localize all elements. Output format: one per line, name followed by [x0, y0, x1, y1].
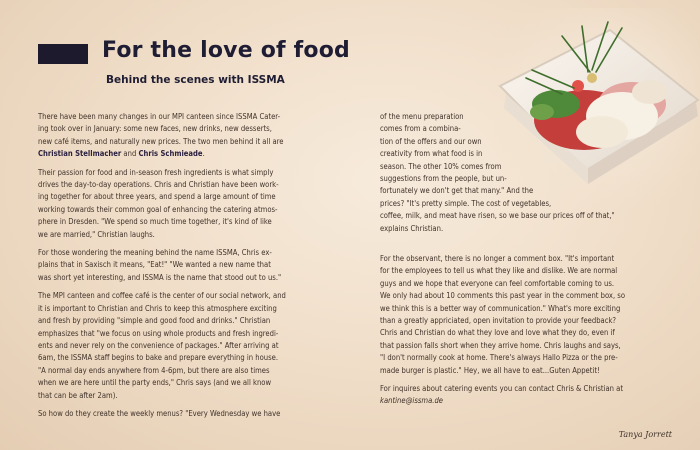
- text-line: ing together for about three years, and spend a large amount of time: [38, 192, 276, 202]
- text-line: that can be after 2am).: [38, 390, 118, 400]
- text-line: tion of the offers and our own: [380, 136, 482, 146]
- text-line: coffee, milk, and meat have risen, so we base our prices off of that,": [380, 211, 615, 221]
- text-line: suggestions from the people, but un-: [380, 174, 507, 184]
- paragraph: [38, 247, 360, 284]
- text-line: prices? "It's pretty simple. The cost of vegetables,: [380, 198, 552, 208]
- text-line: that passion falls short when they arrive home. Chris laughs and says,: [380, 340, 621, 350]
- text-line: Their passion for food and in-season fresh ingredients is what simply: [38, 167, 274, 177]
- text-line: working towards their common goal of enhancing the catering atmos-: [38, 204, 278, 214]
- text-line: it is important to Christian and Chris to keep this atmosphere exciting: [38, 303, 277, 313]
- title-accent-bar: [38, 44, 88, 64]
- text-line: comes from a combina-: [380, 124, 461, 134]
- paragraph: [38, 111, 360, 161]
- contact-email: kantine@issma.de: [380, 396, 443, 406]
- text-line: of the menu preparation: [380, 112, 464, 121]
- text-line: for the employees to tell us what they like and dislike. We are normal: [380, 266, 618, 276]
- right-column-bottom: [380, 253, 682, 408]
- paragraph: [38, 167, 360, 241]
- text-line: So how do they create the weekly menus? "Every Wednesday we have: [38, 408, 281, 418]
- text-line: ents and never rely on the convenience of packages." After arriving at: [38, 340, 279, 350]
- text-line: For inquires about catering events you can contact Chris & Christian at: [380, 384, 624, 394]
- text-line: emphasizes that "we focus on using whole products and fresh ingredi-: [38, 328, 279, 338]
- text-line: phere in Dresden. "We spend so much time together, it's kind of like: [38, 217, 272, 227]
- text-line: made burger is plastic." Hey, we all have to eat...Guten Appetit!: [380, 365, 600, 375]
- text-line: than a greatly appriciated, open invitation to provide your feedback?: [380, 316, 617, 326]
- paragraph: [380, 253, 682, 377]
- text-line: 6am, the ISSMA staff begins to bake and prepare everything in house.: [38, 353, 279, 363]
- text-line: explains Christian.: [380, 223, 444, 233]
- article-subtitle: Behind the scenes with ISSMA: [106, 74, 285, 86]
- text-line: and fresh by providing "simple and good food and drinks." Christian: [38, 316, 271, 326]
- text-line: season. The other 10% comes from: [380, 161, 502, 171]
- text-line: "A normal day ends anywhere from 4-6pm, but there are also times: [38, 365, 270, 375]
- text-line: plains that in Saxisch it means, "Eat!" "We wanted a new name that: [38, 260, 271, 270]
- text-line: ing took over in January: some new faces, new drinks, new desserts,: [38, 124, 272, 134]
- text-line: Chris and Christian do what they love and love what they do, even if: [380, 328, 615, 338]
- person-name: Christian Stellmacher: [38, 149, 122, 159]
- paragraph: [380, 383, 682, 408]
- text-line: we are married," Christian laughs.: [38, 229, 155, 239]
- text-line: creativity from what food is in: [380, 149, 483, 159]
- text-line: For those wondering the meaning behind the name ISSMA, Chris ex-: [38, 248, 272, 258]
- text-line: drives the day-to-day operations. Chris and Christian have been work-: [38, 180, 279, 190]
- text-line: when we are here until the party ends," Chris says (and we all know: [38, 378, 272, 388]
- text-line: fortunately we don't get that many." And the: [380, 186, 534, 196]
- text-line: we think this is a better way of communication." What's more exciting: [380, 303, 621, 313]
- text-line: The MPI canteen and coffee café is the center of our social network, and: [38, 291, 286, 301]
- paragraph: [38, 408, 360, 420]
- text-line: There have been many changes in our MPI canteen since ISSMA Cater-: [38, 112, 281, 121]
- text-line: new café items, and naturally new prices. The two men behind it all are: [38, 136, 284, 146]
- text-line: For the observant, there is no longer a comment box. "It's important: [380, 254, 615, 263]
- text-line: We only had about 10 comments this past year in the comment box, so: [380, 291, 626, 301]
- paragraph: [38, 290, 360, 402]
- left-column: [38, 111, 360, 420]
- text-line: [38, 148, 360, 160]
- text-line: guys and we hope that everyone can feel comfortable coming to us.: [380, 278, 615, 288]
- text-line: "I don't normally cook at home. There's always Hallo Pizza or the pre-: [380, 353, 618, 363]
- right-column-top: [380, 111, 680, 235]
- text-line: was short yet interesting, and ISSMA is the name that stood out to us.": [38, 272, 282, 282]
- author-signature: Tanya Jorrett: [618, 430, 672, 439]
- conjunction-text: and: [121, 149, 139, 159]
- person-name: Chris Schmieade: [138, 149, 203, 159]
- article-title: For the love of food: [102, 38, 350, 63]
- period-text: .: [202, 149, 205, 159]
